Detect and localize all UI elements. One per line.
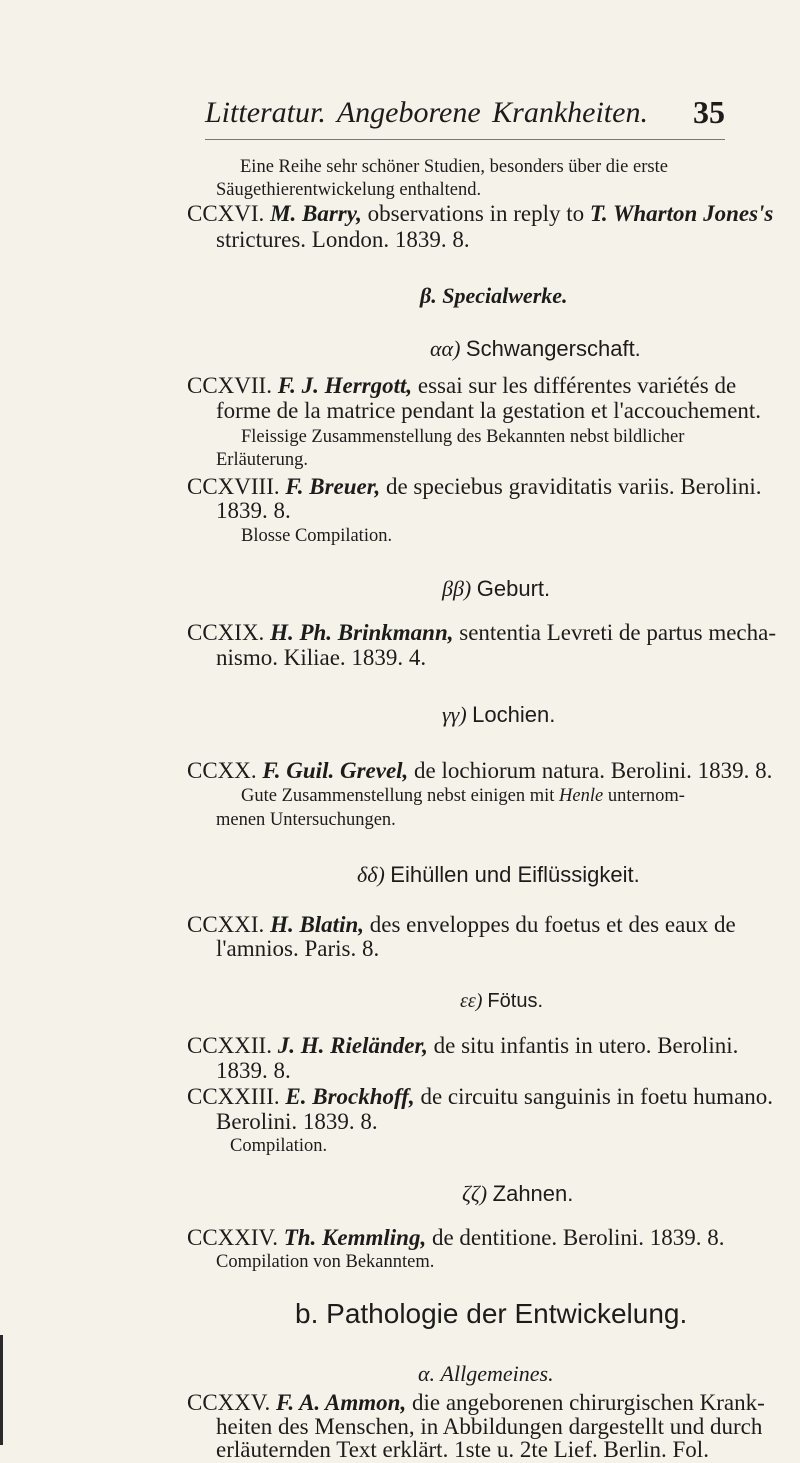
subheading-zahnen: ζζ) Zahnen. xyxy=(462,1181,574,1206)
subheading-foetus: εε) Fötus. xyxy=(460,990,543,1012)
page-edge-shadow xyxy=(0,1335,3,1445)
entry-217-note: Erläuterung. xyxy=(216,450,308,470)
entry-220-note: Gute Zusammenstellung nebst einigen mit Henle unternom- xyxy=(241,786,685,806)
entry-217-line2: forme de la matrice pendant la gestation et l'accouchement. xyxy=(216,398,762,423)
entry-223: CCXXIII. E. Brockhoff, de circuitu sanguinis in foetu humano. xyxy=(187,1084,774,1109)
entry-223-note: Compilation. xyxy=(230,1136,328,1156)
subheading-geburt: ββ) Geburt. xyxy=(442,576,551,601)
entry-225-line3: erläuternden Text erklärt. 1ste u. 2te Lief. Berlin. Fol. xyxy=(216,1437,709,1462)
intro-note-line: Eine Reihe sehr schöner Studien, besonders über die erste xyxy=(240,157,668,177)
subheading-schwangerschaft: αα) Schwangerschaft. xyxy=(430,336,641,361)
page-number: 35 xyxy=(693,94,725,130)
entry-216-line2: strictures. London. 1839. 8. xyxy=(216,227,470,252)
entry-218-line2: 1839. 8. xyxy=(216,498,291,523)
entry-217-note: Fleissige Zusammenstellung des Bekannten nebst bildlicher xyxy=(241,427,685,447)
entry-222: CCXXII. J. H. Rieländer, de situ infantis in utero. Berolini. xyxy=(187,1033,739,1058)
entry-225: CCXXV. F. A. Ammon, die angeborenen chirurgischen Krank- xyxy=(187,1390,765,1415)
entry-author: M. Barry, xyxy=(270,201,362,226)
entry-219-line2: nismo. Kiliae. 1839. 4. xyxy=(216,645,427,670)
entry-224-note: Compilation von Bekanntem. xyxy=(216,1252,435,1272)
entry-216 xyxy=(187,201,773,227)
entry-number: CCXVI. xyxy=(187,201,265,226)
entry-220: CCXX. F. Guil. Grevel, de lochiorum natura. Berolini. 1839. 8. xyxy=(187,758,773,783)
entry-218-note: Blosse Compilation. xyxy=(241,526,393,546)
intro-note-line: Säugethierentwickelung enthaltend. xyxy=(216,180,482,200)
entry-218: CCXVIII. F. Breuer, de speciebus graviditatis variis. Berolini. xyxy=(187,474,762,499)
section-heading-pathologie: b. Pathologie der Entwickelung. xyxy=(295,1298,688,1329)
entry-author: T. Wharton Jones's xyxy=(589,201,774,226)
entry-title: observations in reply to xyxy=(367,201,585,226)
subsection-allgemeines: α. Allgemeines. xyxy=(418,1361,554,1386)
subsection-heading: β. Specialwerke. xyxy=(420,283,568,308)
entry-221-line2: l'amnios. Paris. 8. xyxy=(216,936,380,961)
subheading-lochien: γγ) Lochien. xyxy=(442,702,556,727)
running-header xyxy=(205,94,725,140)
running-title: Litteratur. Angeborene Krankheiten. xyxy=(205,96,648,129)
entry-221: CCXXI. H. Blatin, des enveloppes du foetus et des eaux de xyxy=(187,912,736,937)
entry-217: CCXVII. F. J. Herrgott, essai sur les différentes variétés de xyxy=(187,373,737,398)
entry-220-note: menen Untersuchungen. xyxy=(216,810,396,830)
entry-225-line2: heiten des Menschen, in Abbildungen dargestellt und durch xyxy=(216,1414,763,1439)
entry-219: CCXIX. H. Ph. Brinkmann, sententia Levreti de partus mecha- xyxy=(187,620,776,645)
entry-223-line2: Berolini. 1839. 8. xyxy=(216,1109,378,1134)
entry-224: CCXXIV. Th. Kemmling, de dentitione. Berolini. 1839. 8. xyxy=(187,1225,725,1250)
subheading-eihuellen: δδ) Eihüllen und Eiflüssigkeit. xyxy=(357,862,640,887)
entry-222-line2: 1839. 8. xyxy=(216,1058,291,1083)
